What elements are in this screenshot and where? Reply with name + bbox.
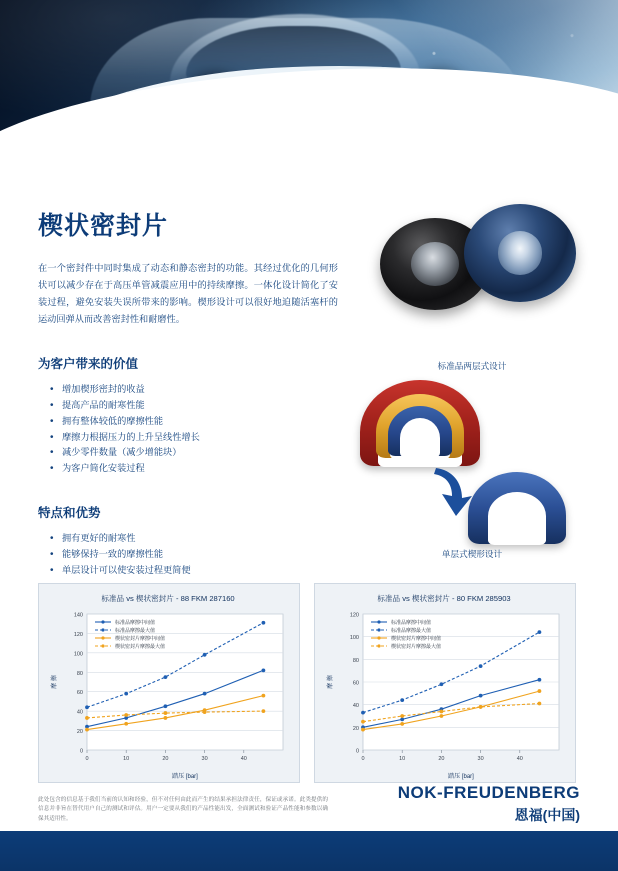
svg-text:80: 80 xyxy=(352,657,359,664)
svg-text:100: 100 xyxy=(73,651,83,658)
diagram-caption-top: 标准品两层式设计 xyxy=(437,361,507,371)
svg-text:20: 20 xyxy=(438,756,445,762)
features-bullet-list xyxy=(38,531,338,578)
list-item: • 增加楔形密封的收益 xyxy=(52,382,338,398)
svg-text:标准品摩擦最大值: 标准品摩擦最大值 xyxy=(115,628,156,634)
svg-text:摩 擦: 摩 擦 xyxy=(52,675,58,689)
chart-title: 标准品 vs 楔状密封片 - 88 FKM 287160 xyxy=(101,594,235,603)
svg-text:80: 80 xyxy=(76,670,83,677)
section-heading-value: 为客户带来的价值 xyxy=(38,357,139,372)
svg-text:0: 0 xyxy=(355,748,359,755)
product-photo xyxy=(372,196,582,316)
list-item: • 提高产品的耐寒性能 xyxy=(52,398,338,414)
chart-card-1 xyxy=(38,583,300,783)
svg-text:0: 0 xyxy=(85,756,89,762)
chart-title: 标准品 vs 楔状密封片 - 80 FKM 285903 xyxy=(377,594,511,603)
blue-seal-ring xyxy=(464,204,576,302)
diagram-caption-bottom: 单层式楔形设计 xyxy=(441,549,503,559)
two-layer-inner-shell xyxy=(388,406,452,456)
svg-text:楔状密封片摩擦最大值: 楔状密封片摩擦最大值 xyxy=(391,644,442,650)
svg-text:40: 40 xyxy=(516,756,523,762)
list-item: • 拥有整体较低的摩擦性能 xyxy=(52,414,338,430)
page-title: 楔状密封片 xyxy=(38,212,169,240)
svg-text:20: 20 xyxy=(352,725,359,732)
footer-bar xyxy=(0,831,618,871)
svg-text:120: 120 xyxy=(73,631,83,638)
list-item: • 拥有更好的耐寒性 xyxy=(52,531,338,547)
section-heading-features: 特点和优势 xyxy=(38,506,101,521)
svg-text:0: 0 xyxy=(79,748,83,755)
svg-text:60: 60 xyxy=(76,690,83,697)
value-bullet-list xyxy=(38,382,338,477)
svg-text:40: 40 xyxy=(240,756,247,762)
friction-chart-88fkm xyxy=(45,606,293,784)
svg-text:30: 30 xyxy=(477,756,484,762)
list-item: • 减少零件数量（减少增能块） xyxy=(52,445,338,461)
single-layer-shell xyxy=(468,472,566,544)
svg-text:标准品摩擦中间值: 标准品摩擦中间值 xyxy=(391,620,432,626)
svg-text:楔状密封片摩擦最大值: 楔状密封片摩擦最大值 xyxy=(115,644,166,650)
svg-text:踏压 [bar]: 踏压 [bar] xyxy=(172,774,198,780)
svg-text:20: 20 xyxy=(76,729,83,736)
hero-banner xyxy=(0,0,618,178)
brand-logo xyxy=(398,783,580,825)
svg-text:楔状密封片摩擦中间值: 楔状密封片摩擦中间值 xyxy=(391,636,442,642)
svg-text:100: 100 xyxy=(349,635,359,642)
svg-text:踏压 [bar]: 踏压 [bar] xyxy=(448,774,474,780)
svg-text:40: 40 xyxy=(76,709,83,716)
brand-name: NOK-FREUDENBERG xyxy=(397,783,580,802)
charts-row xyxy=(38,583,576,783)
svg-text:60: 60 xyxy=(352,680,359,687)
svg-text:标准品摩擦最大值: 标准品摩擦最大值 xyxy=(391,628,432,634)
design-comparison-diagram xyxy=(348,360,596,560)
friction-chart-80fkm xyxy=(321,606,569,784)
svg-text:30: 30 xyxy=(201,756,208,762)
svg-text:140: 140 xyxy=(73,612,83,619)
svg-text:120: 120 xyxy=(349,612,359,619)
svg-text:10: 10 xyxy=(399,756,406,762)
svg-text:摩 擦: 摩 擦 xyxy=(328,675,334,689)
disclaimer-text: 此处包含的信息基于我们当前的认知和经验，但不对任何由此而产生的结果承担法律责任，保证或承诺。此类提供的信息并非旨在替代用户自己的测试和评估。用户一定要从我们的产品性能出发，全面测试和验证产品性能和参数以确保其适用性。 xyxy=(38,796,328,823)
svg-text:标准品摩擦中间值: 标准品摩擦中间值 xyxy=(115,620,156,626)
svg-text:20: 20 xyxy=(162,756,169,762)
svg-text:40: 40 xyxy=(352,703,359,710)
list-item: • 为客户简化安装过程 xyxy=(52,461,338,477)
intro-paragraph: 在一个密封件中同时集成了动态和静态密封的功能。其经过优化的几何形状可以减少存在于高压单管减震应用中的持续摩擦。一体化设计简化了安装过程，避免安装失误所带来的影响。楔形设计可以很好地迫随活塞杆的运动回弹从而改善密封性和耐磨性。 xyxy=(38,263,338,325)
list-item: • 单层设计可以使安装过程更简便 xyxy=(52,563,338,579)
svg-text:楔状密封片摩擦中间值: 楔状密封片摩擦中间值 xyxy=(115,636,166,642)
svg-text:10: 10 xyxy=(123,756,130,762)
brand-name-cn: 恩福(中国) xyxy=(514,807,580,823)
svg-text:0: 0 xyxy=(361,756,365,762)
list-item: • 能够保持一致的摩擦性能 xyxy=(52,547,338,563)
chart-card-2 xyxy=(314,583,576,783)
list-item: • 摩擦力根据压力的上升呈线性增长 xyxy=(52,430,338,446)
